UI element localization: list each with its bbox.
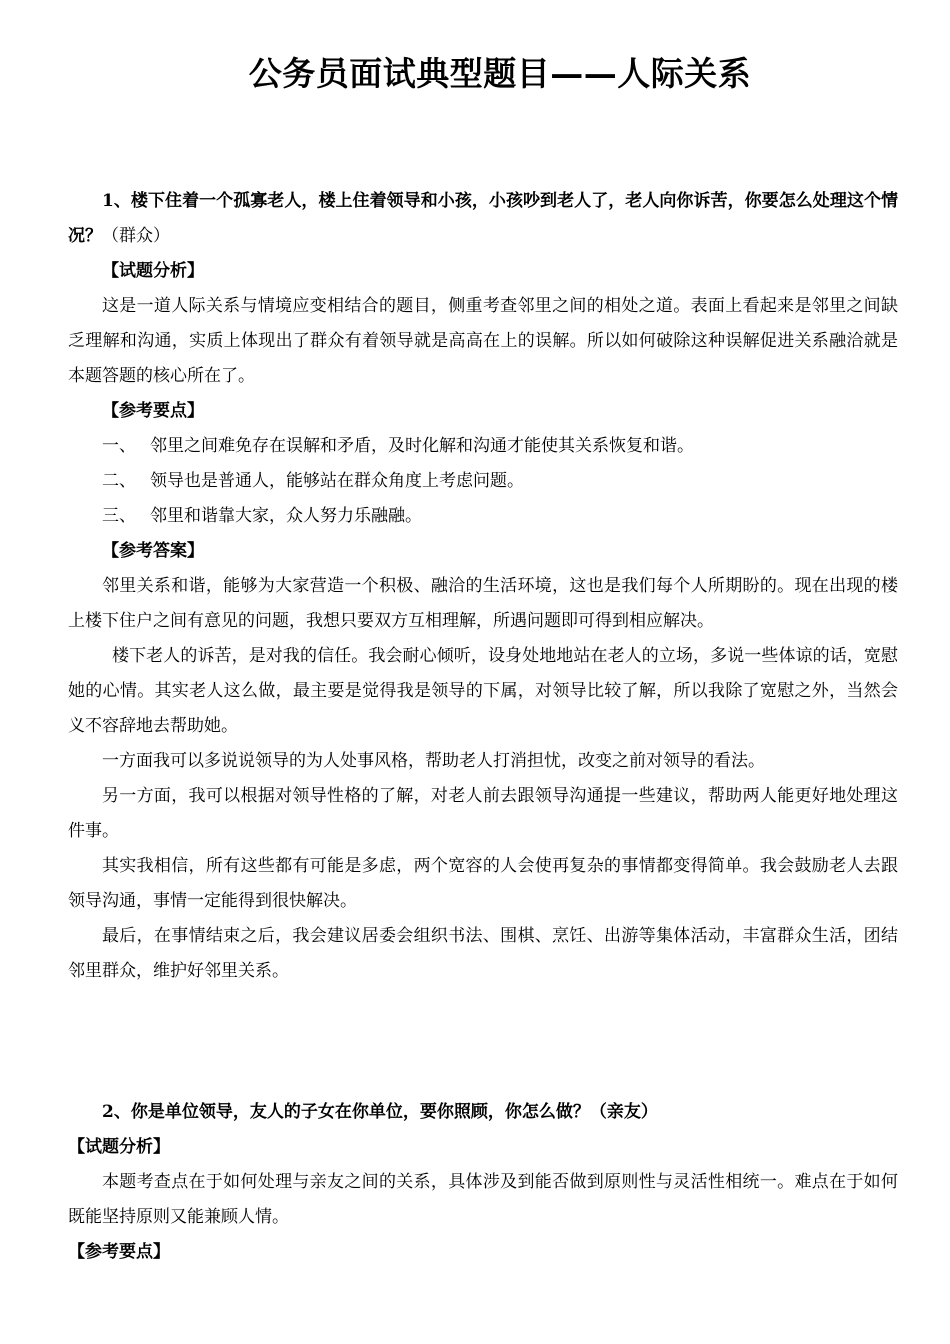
- question-1-category: （群众）: [102, 226, 170, 246]
- q1-answer-label: 【参考答案】: [102, 541, 204, 561]
- q2-analysis-label: 【试题分析】: [68, 1137, 170, 1157]
- q1-point-1-number: 一、: [102, 436, 136, 456]
- question-1: [68, 184, 898, 254]
- q1-answer-paragraph: 另一方面，我可以根据对领导性格的了解，对老人前去跟领导沟通提一些建议，帮助两人能更好地处理这件事。: [68, 786, 898, 841]
- q1-answer-paragraph: 楼下老人的诉苦，是对我的信任。我会耐心倾听，设身处地地站在老人的立场，多说一些体谅的话，宽慰她的心情。其实老人这么做，最主要是觉得我是领导的下属，对领导比较了解，所以我除了宽慰之外，当然会义不容辞地去帮助她。: [68, 646, 898, 736]
- section-spacer: [68, 989, 898, 1095]
- document-body: [68, 184, 898, 1270]
- page-title: 公务员面试典型题目——人际关系: [248, 54, 752, 93]
- q1-point-2-number: 二、: [102, 471, 136, 491]
- q1-point-1: [68, 429, 898, 464]
- q1-answer-paragraph: 邻里关系和谐，能够为大家营造一个积极、融洽的生活环境，这也是我们每个人所期盼的。现在出现的楼上楼下住户之间有意见的问题，我想只要双方互相理解，所遇问题即可得到相应解决。: [68, 576, 898, 631]
- q1-answer-paragraph: 其实我相信，所有这些都有可能是多虑，两个宽容的人会使再复杂的事情都变得简单。我会鼓励老人去跟领导沟通，事情一定能得到很快解决。: [68, 856, 898, 911]
- q2-points-label: 【参考要点】: [68, 1242, 170, 1262]
- q1-answer-paragraph: 最后，在事情结束之后，我会建议居委会组织书法、围棋、烹饪、出游等集体活动，丰富群众生活，团结邻里群众，维护好邻里关系。: [68, 926, 898, 981]
- q1-points-label: 【参考要点】: [102, 401, 204, 421]
- q1-answer-paragraph: 一方面我可以多说说领导的为人处事风格，帮助老人打消担忧，改变之前对领导的看法。: [102, 751, 765, 771]
- q1-analysis-text: 这是一道人际关系与情境应变相结合的题目，侧重考查邻里之间的相处之道。表面上看起来是邻里之间缺乏理解和沟通，实质上体现出了群众有着领导就是高高在上的误解。所以如何破除这种误解促进关系融洽就是本题答题的核心所在了。: [68, 296, 898, 386]
- question-2: 2、你是单位领导，友人的子女在你单位，要你照顾，你怎么做？（亲友）: [102, 1102, 658, 1122]
- q2-analysis-text: 本题考查点在于如何处理与亲友之间的关系，具体涉及到能否做到原则性与灵活性相统一。难点在于如何既能坚持原则又能兼顾人情。: [68, 1172, 898, 1227]
- question-1-text: 1、楼下住着一个孤寡老人，楼上住着领导和小孩，小孩吵到老人了，老人向你诉苦，你要怎么处理这个情况？: [68, 191, 898, 246]
- q1-point-3-text: 邻里和谐靠大家，众人努力乐融融。: [150, 506, 422, 526]
- q1-analysis-label: 【试题分析】: [102, 261, 204, 281]
- q1-point-2-text: 领导也是普通人，能够站在群众角度上考虑问题。: [150, 471, 524, 491]
- q1-point-2: [68, 464, 898, 499]
- q1-point-3: [68, 499, 898, 534]
- q1-point-1-text: 邻里之间难免存在误解和矛盾，及时化解和沟通才能使其关系恢复和谐。: [150, 436, 694, 456]
- q1-point-3-number: 三、: [102, 506, 136, 526]
